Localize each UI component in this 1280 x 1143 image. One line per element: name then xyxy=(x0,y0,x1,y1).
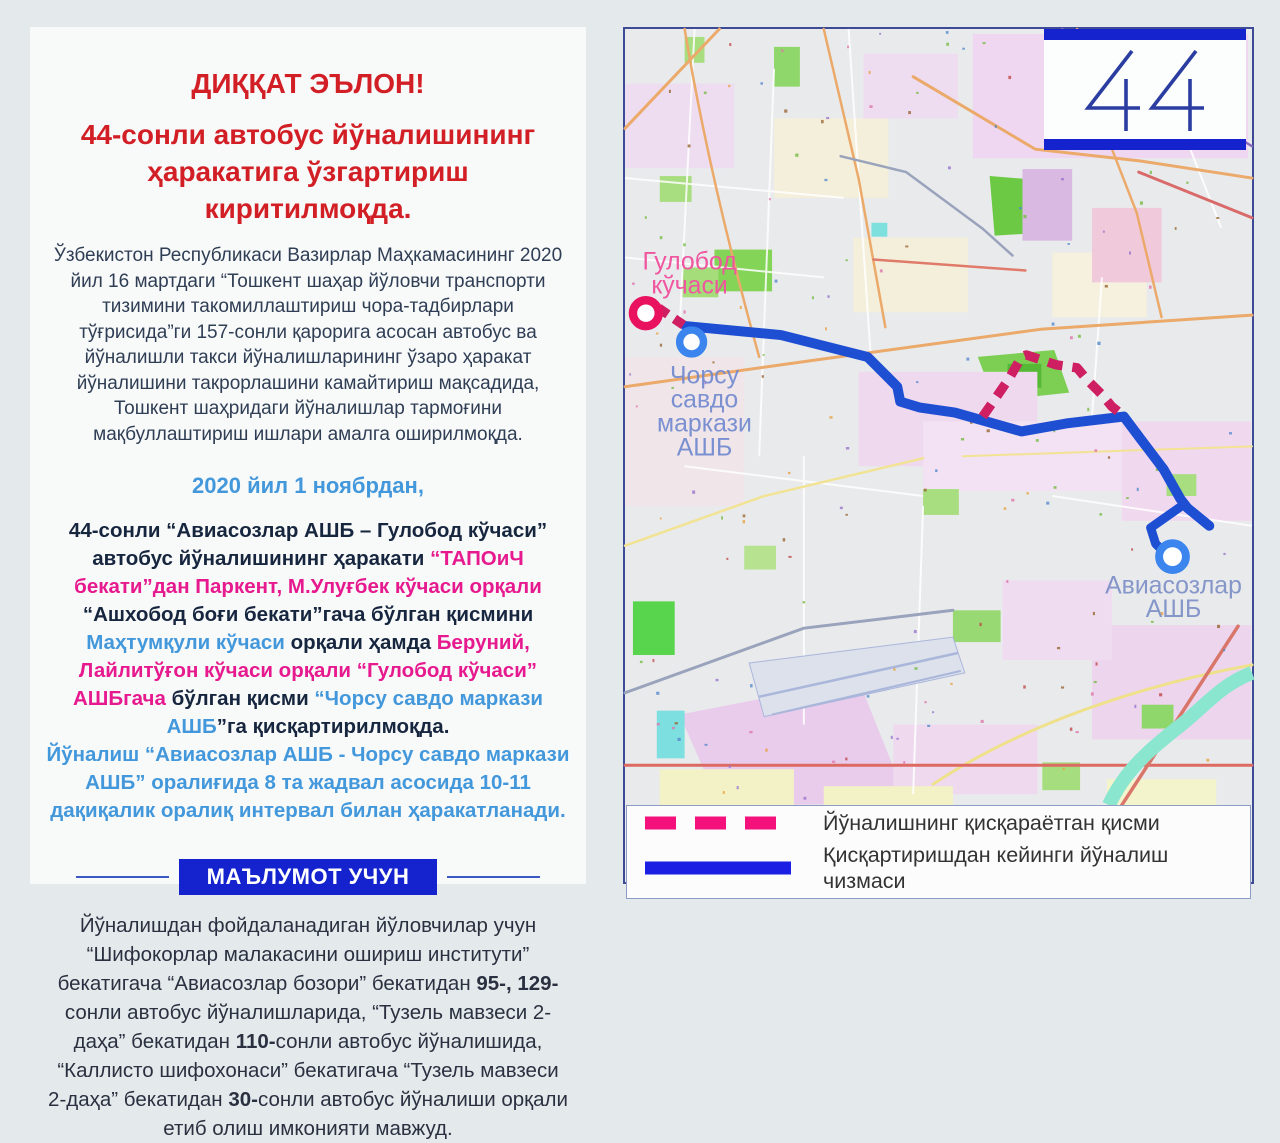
aviasozlar-endpoint-marker xyxy=(1159,543,1186,570)
svg-text:АШБ: АШБ xyxy=(1145,596,1202,624)
route-number-44 xyxy=(1079,46,1211,134)
announcement-panel xyxy=(30,27,586,1140)
svg-text:кўчаси: кўчаси xyxy=(651,272,728,300)
interval-paragraph: Йўналиш “Авиасозлар АШБ - Чорсу савдо маркази АШБ” оралиғида 8 та жадвал асосида 10-11 дақиқалик оралиқ интервал билан ҳаракатланади. xyxy=(46,743,570,822)
announcement-title: ДИҚҚАТ ЭЪЛОН! xyxy=(191,68,425,99)
info-heading xyxy=(76,859,540,895)
svg-text:АШБ: АШБ xyxy=(676,434,733,462)
map-legend xyxy=(626,805,1251,899)
effective-date-heading: 2020 йил 1 ноябрдан, xyxy=(192,473,424,498)
info-heading-box: МАЪЛУМОТ УЧУН xyxy=(179,859,438,895)
gulobod-label: Гулобод xyxy=(642,248,737,276)
svg-text:маркази: маркази xyxy=(657,410,752,438)
legend-item-new xyxy=(643,842,1242,894)
legend-label: Қисқартиришдан кейинги йўналиш чизмаси xyxy=(823,843,1169,894)
chorsu-endpoint-marker xyxy=(680,330,704,354)
legend-item-cut xyxy=(643,810,1242,836)
gulobod-endpoint-marker xyxy=(633,300,659,326)
chorsu-label: Чорсу xyxy=(669,362,739,390)
dashed-pink-line-swatch xyxy=(643,816,793,830)
announcement-subtitle: 44-сонли автобус йўналишининг ҳаракатига ўзгартириш киритилмоқда. xyxy=(80,119,536,224)
heading-rule-left xyxy=(76,876,169,878)
route-number-badge xyxy=(1044,29,1246,150)
legend-label: Йўналишнинг қисқараётган қисми xyxy=(823,811,1160,836)
heading-rule-right xyxy=(447,876,540,878)
svg-text:савдо: савдо xyxy=(670,386,739,414)
map-panel xyxy=(623,27,1254,894)
solid-blue-line-swatch xyxy=(643,861,793,875)
aviasozlar-label: Авиасозлар xyxy=(1105,572,1242,600)
info-paragraph: Йўналишдан фойдаланадиган йўловчилар учун “Шифокорлар малакасини ошириш институти” бекатигача “Авиасозлар бозори” бекатидан 95-, 129-сонли автобус йўналишларида, “Тузель мавзеси 2-даҳа” бекатидан 110-сонли автобус йўналишида, “Каллисто шифохонаси” бекатигача “Тузель мавзеси 2-даҳа” бекатидан 30-сонли автобус йўналиши орқали етиб олиш имконияти мавжуд. xyxy=(48,914,568,1140)
intro-paragraph: Ўзбекистон Республикаси Вазирлар Маҳкамасининг 2020 йил 16 мартдаги “Тошкент шаҳар йўловчи транспорти тизимини такомиллаштириш чора-тадбирлари тўғрисида”ги 157-сонли қарорига асосан автобус ва йўналишли такси йўналишларининг ўзаро ҳаракат йўналишини такрорлашини камайтириш мақсадида, Тошкент шаҳридаги йўналишлар тармоғини мақбуллаштириш ишлари амалга оширилмоқда. xyxy=(53,245,563,445)
route-change-paragraph: 44-сонли “Авиасозлар АШБ – Гулобод кўчаси” автобус йўналишининг ҳаракати “ТАПОиЧ бекати”дан Паркент, М.Улуғбек кўчаси орқали “Ашхобод боғи бекати”гача бўлган қисмини Маҳтумқули кўчаси орқали ҳамда Беруний, Лайлитўғон кўчаси орқали “Гулобод кўчаси” АШБгача бўлган қисми “Чорсу савдо маркази АШБ”га қисқартирилмоқда. xyxy=(68,519,548,738)
